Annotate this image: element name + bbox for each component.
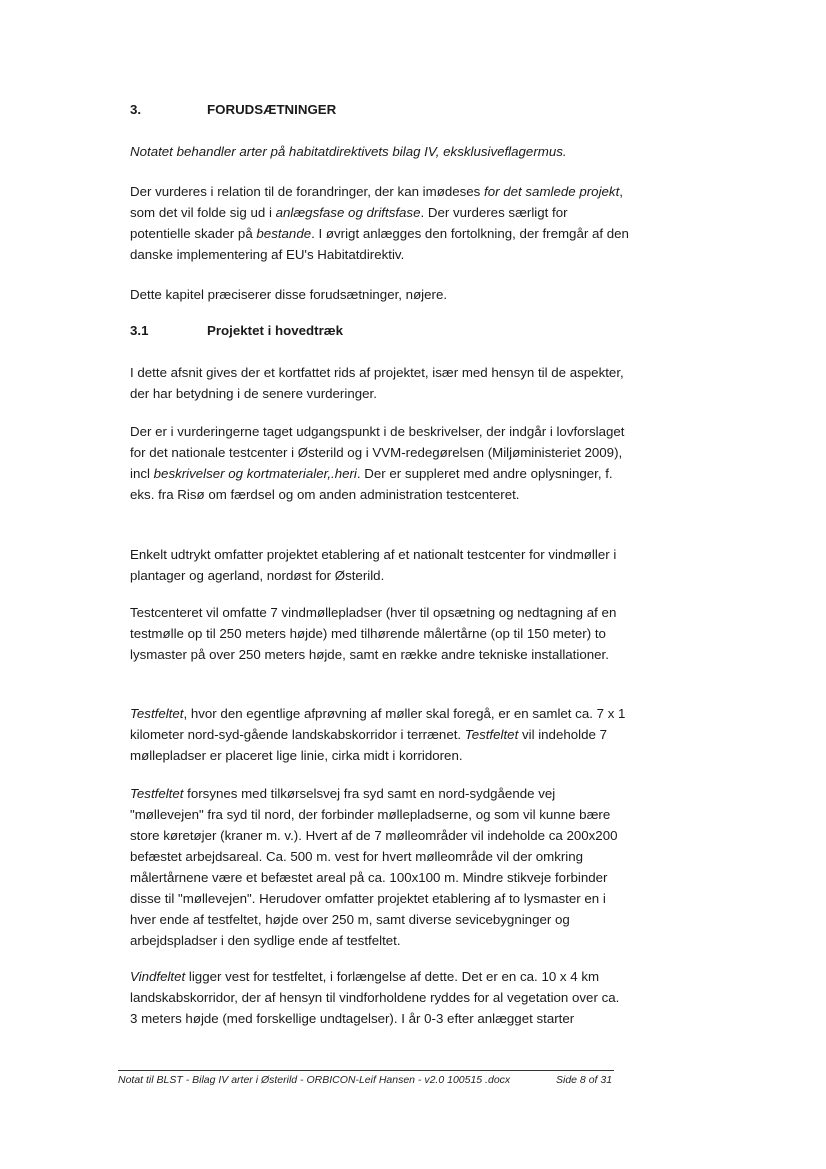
subsection-title: Projektet i hovedtræk bbox=[207, 323, 343, 338]
section-title: FORUDSÆTNINGER bbox=[207, 102, 337, 117]
footer-divider bbox=[118, 1070, 614, 1071]
paragraph-3: I dette afsnit gives der et kortfattet rids af projektet, især med hensyn til de aspekter, der har betydning i de senere vurderinger. bbox=[130, 365, 624, 401]
section-number: 3. bbox=[130, 102, 142, 117]
intro-note: Notatet behandler arter på habitatdirektivets bilag IV, eksklusiveflagermus. bbox=[130, 144, 567, 159]
paragraph-6: Testcenteret vil omfatte 7 vindmøllepladser (hver til opsætning og nedtagning af en testmølle op til 250 meters højde) med tilhørende målertårne (op til 150 meter) to lysmaster på over 250 meters højde, samt en række andre tekniske installationer. bbox=[130, 605, 617, 662]
paragraph-7: Testfeltet, hvor den egentlige afprøvning af møller skal foregå, er en samlet ca. 7 x 1 kilometer nord-syd-gående landskabskorridor i terrænet. Testfeltet vil indeholde 7 møllepladser er placeret lige linie, cirka midt i korridoren. bbox=[130, 706, 626, 763]
page-number: Side 8 of 31 bbox=[556, 1074, 613, 1086]
paragraph-5: Enkelt udtrykt omfatter projektet etablering af et nationalt testcenter for vindmøller i plantager og agerland, nordøst for Østerild. bbox=[130, 547, 617, 583]
paragraph-2: Dette kapitel præciserer disse forudsætninger, nøjere. bbox=[130, 287, 448, 302]
subsection-number: 3.1 bbox=[130, 323, 149, 338]
paragraph-8: Testfeltet forsynes med tilkørselsvej fra syd samt en nord-sydgående vej "møllevejen" fra syd til nord, der forbinder møllepladserne, og som vil kunne bære store køretøjer (kraner m. v.). Hvert af de 7 mølleområder vil indeholde ca 200x200 befæstet arbejdsareal. Ca. 500 m. vest for hvert mølleområde vil der omkring målertårnene være et befæstet areal på ca. 100x100 m. Mindre stikveje forbinder disse til "møllevejen". Herudover omfatter projektet etablering af to lysmaster en i hver ende af testfeltet, højde over 250 m, samt diverse sevicebygninger og arbejdspladser i den sydlige ende af testfeltet. bbox=[130, 786, 618, 948]
paragraph-4: Der er i vurderingerne taget udgangspunkt i de beskrivelser, der indgår i lovforslaget for det nationale testcenter i Østerild og i VVM-redegørelsen (Miljøministeriet 2009), incl beskrivelser og kortmaterialer,.heri. Der er suppleret med andre oplysninger, f. eks. fra Risø om færdsel og om anden administration testcenteret. bbox=[130, 424, 625, 502]
paragraph-1: Der vurderes i relation til de forandringer, der kan imødeses for det samlede projekt, som det vil folde sig ud i anlægsfase og driftsfase. Der vurderes særligt for potentielle skader på bestande. I øvrigt anlægges den fortolkning, der fremgår af den danske implementering af EU's Habitatdirektiv. bbox=[130, 184, 629, 262]
paragraph-9: Vindfeltet ligger vest for testfeltet, i forlængelse af dette. Det er en ca. 10 x 4 km landskabskorridor, der af hensyn til vindforholdene ryddes for al vegetation over ca. 3 meters højde (med forskellige undtagelser). I år 0-3 efter anlægget starter bbox=[130, 969, 620, 1026]
footer-text: Notat til BLST - Bilag IV arter i Østerild - ORBICON-Leif Hansen - v2.0 100515 .docx bbox=[118, 1074, 511, 1086]
